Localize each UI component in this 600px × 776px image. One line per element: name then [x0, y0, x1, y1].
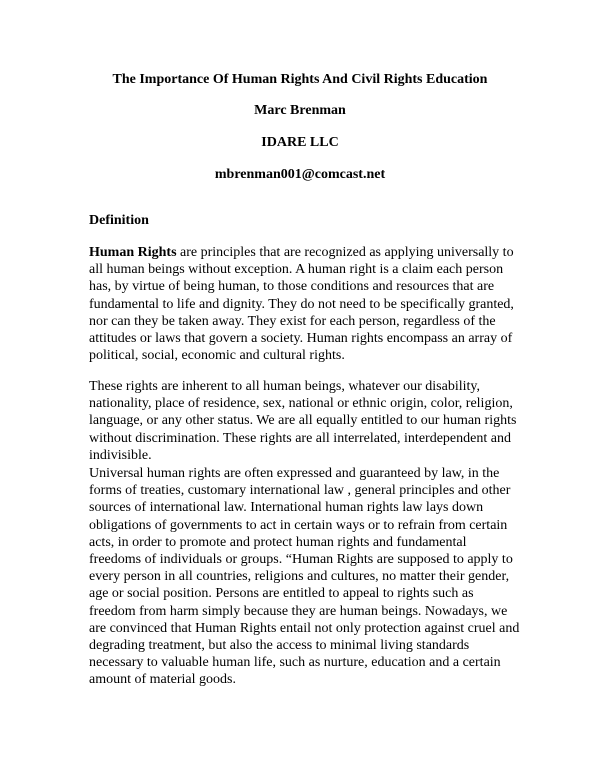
paragraph-line: political, social, economic and cultural rights.	[89, 348, 345, 364]
paragraph-line: Universal human rights are often expressed and guaranteed by law, in the	[89, 466, 500, 481]
paragraph-line: sources of international law. International human rights law lays down	[89, 500, 484, 516]
paragraph-line: indivisible.	[89, 447, 152, 463]
section-heading: Definition	[89, 213, 149, 228]
paragraph-line: language, or any other status. We are all equally entitled to our human rights	[89, 413, 517, 429]
paragraph-line: freedoms of individuals or groups. “Human Rights are supposed to apply to	[89, 552, 513, 568]
paragraph-line: amount of material goods.	[89, 672, 236, 688]
paragraph-line: nationality, place of residence, sex, national or ethnic origin, color, religion,	[89, 396, 513, 412]
paragraph-line: freedom from harm simply because they are human beings. Nowadays, we	[89, 603, 508, 619]
paragraph-universal-rights	[89, 465, 529, 689]
paragraph-line: necessary to valuable human life, such as nurture, education and a certain	[89, 655, 501, 671]
organization-name: IDARE LLC	[261, 135, 339, 150]
paragraph-line: These rights are inherent to all human beings, whatever our disability,	[89, 379, 480, 394]
paragraph-line: without discrimination. These rights are all interrelated, interdependent and	[89, 430, 511, 446]
document-title: The Importance Of Human Rights And Civil Rights Education	[112, 72, 488, 87]
paragraph-line: attitudes or laws that govern a society. Human rights encompass an array of	[89, 331, 513, 347]
term-human-rights: Human Rights	[89, 245, 177, 260]
paragraph-line: has, by virtue of being human, to those conditions and resources that are	[89, 279, 495, 295]
paragraph-line: acts, in order to promote and protect human rights and fundamental	[89, 534, 467, 550]
paragraph-line: obligations of governments to act in certain ways or to refrain from certain	[89, 517, 508, 533]
paragraph-line: degrading treatment, but also the access to minimal living standards	[89, 638, 470, 654]
paragraph-line: fundamental to life and dignity. They do not need to be specifically granted,	[89, 296, 514, 312]
paragraph-line: every person in all countries, religions and cultures, no matter their gender,	[89, 569, 510, 585]
paragraph-line: all human beings without exception. A human right is a claim each person	[89, 262, 504, 278]
paragraph-line: nor can they be taken away. They exist for each person, regardless of the	[89, 313, 496, 329]
paragraph-line: forms of treaties, customary international law , general principles and other	[89, 483, 511, 499]
paragraph-inherent-rights	[89, 378, 529, 464]
paragraph-line: age or social position. Persons are entitled to appeal to rights such as	[89, 586, 474, 602]
paragraph-definition	[89, 244, 529, 364]
author-name: Marc Brenman	[254, 103, 346, 118]
paragraph-line	[89, 244, 529, 261]
paragraph-line-text: are principles that are recognized as applying universally to	[176, 245, 514, 260]
author-email: mbrenman001@comcast.net	[214, 167, 386, 182]
paragraph-line: are convinced that Human Rights entail not only protection against cruel and	[89, 620, 520, 636]
